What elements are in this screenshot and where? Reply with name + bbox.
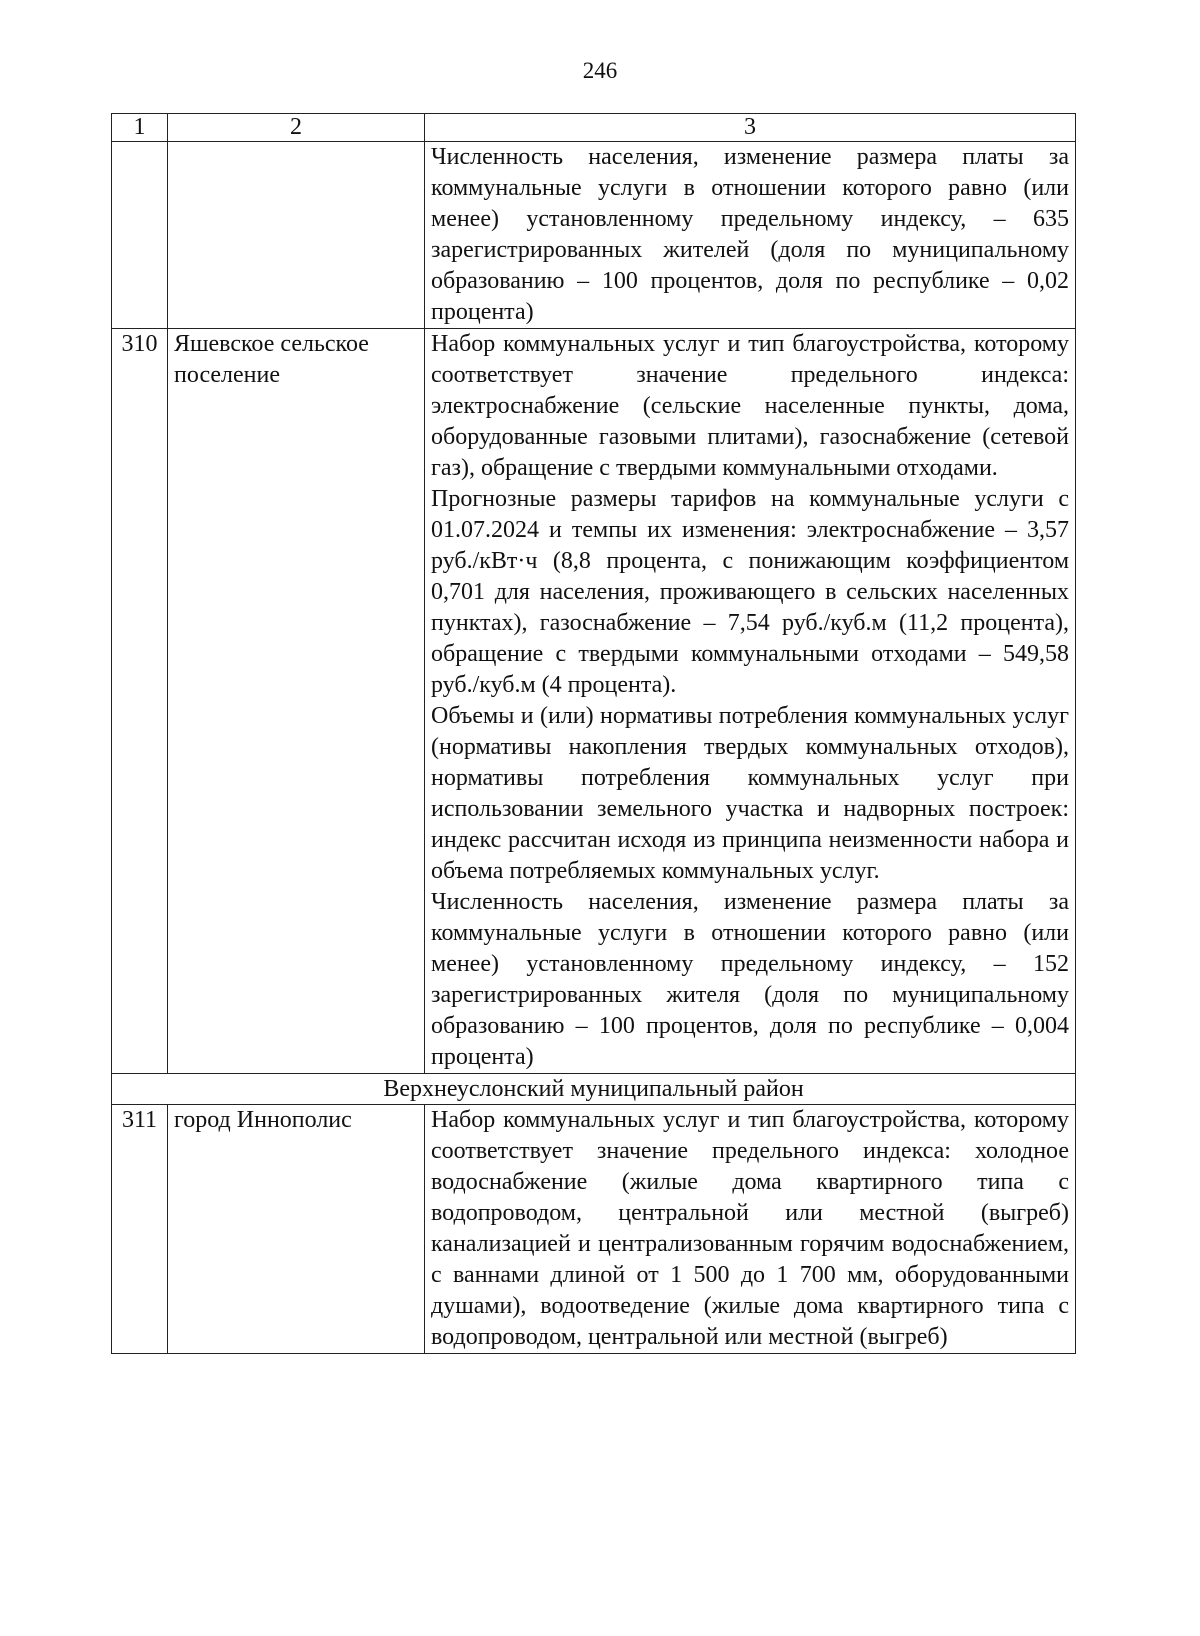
description-cell bbox=[425, 142, 1076, 329]
description-paragraph: Объемы и (или) нормативы потребления коммунальных услуг (нормативы накопления твердых коммунальных отходов), нормативы потребления коммунальных услуг при использовании земельного участка и надворных построек: индекс рассчитан исходя из принципа неизменности набора и объема потребляемых коммунальных услуг. bbox=[431, 703, 1069, 884]
page-number: 246 bbox=[582, 58, 618, 83]
description-cell bbox=[425, 1105, 1076, 1354]
column-header-1: 1 bbox=[112, 114, 168, 142]
tariff-table bbox=[111, 113, 1076, 1354]
district-name: Верхнеуслонский муниципальный район bbox=[112, 1074, 1076, 1105]
municipality-cell: город Иннополис bbox=[168, 1105, 425, 1354]
row-number-cell bbox=[112, 142, 168, 329]
table-row-311 bbox=[112, 1105, 1076, 1354]
row-number-cell: 310 bbox=[112, 329, 168, 1074]
description-paragraph: Численность населения, изменение размера платы за коммунальные услуги в отношении которого равно (или менее) установленному предельному индексу, – 152 зарегистрированных жителя (доля по муниципальному образованию – 100 процентов, доля по республике – 0,004 процента) bbox=[431, 889, 1069, 1070]
description-paragraph: Набор коммунальных услуг и тип благоустройства, которому соответствует значение предельного индекса: электроснабжение (сельские населенные пункты, дома, оборудованные газовыми плитами), газоснабжение (сетевой газ), обращение с твердыми коммунальными отходами. bbox=[431, 331, 1069, 481]
table-row-310 bbox=[112, 329, 1076, 1074]
municipality-cell bbox=[168, 142, 425, 329]
table-row-continuation bbox=[112, 142, 1076, 329]
row-number-cell: 311 bbox=[112, 1105, 168, 1354]
description-paragraph: Прогнозные размеры тарифов на коммунальные услуги с 01.07.2024 и темпы их изменения: электроснабжение – 3,57 руб./кВт·ч (8,8 процента, с понижающим коэффициентом 0,701 для населения, проживающего в сельских населенных пунктах), газоснабжение – 7,54 руб./куб.м (11,2 процента), обращение с твердыми коммунальными отходами – 549,58 руб./куб.м (4 процента). bbox=[431, 486, 1069, 698]
district-header-row bbox=[112, 1074, 1076, 1105]
description-paragraph: Численность населения, изменение размера платы за коммунальные услуги в отношении которого равно (или менее) установленному предельному индексу, – 635 зарегистрированных жителей (доля по муниципальному образованию – 100 процентов, доля по республике – 0,02 процента) bbox=[431, 144, 1069, 325]
municipality-cell: Яшевское сельское поселение bbox=[168, 329, 425, 1074]
description-cell bbox=[425, 329, 1076, 1074]
description-paragraph: Набор коммунальных услуг и тип благоустройства, которому соответствует значение предельного индекса: холодное водоснабжение (жилые дома квартирного типа с водопроводом, центральной или местной (выгреб) канализацией и централизованным горячим водоснабжением, с ваннами длиной от 1 500 до 1 700 мм, оборудованными душами), водоотведение (жилые дома квартирного типа с водопроводом, центральной или местной (выгреб) bbox=[431, 1107, 1069, 1350]
column-header-2: 2 bbox=[168, 114, 425, 142]
table-header-row bbox=[112, 114, 1076, 142]
column-header-3: 3 bbox=[425, 114, 1076, 142]
